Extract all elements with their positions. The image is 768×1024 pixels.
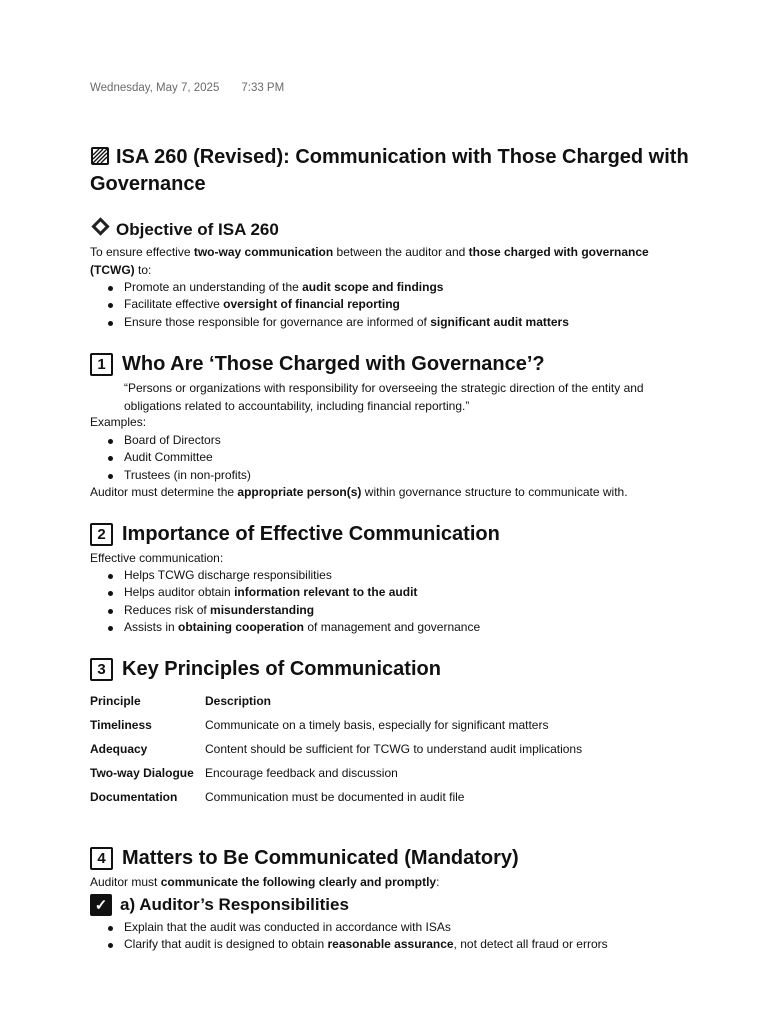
principles-table [90,689,582,809]
text-run-bold: two-way communication [193,245,334,259]
section-1-heading [90,353,545,376]
list-item: Audit Committee [124,449,724,466]
section-4-intro [90,874,690,892]
text-run: Helps TCWG discharge responsibilities [124,568,332,582]
text-run-bold: oversight of financial reporting [223,297,400,312]
description-cell: Content should be sufficient for TCWG to understand audit implications [205,742,583,756]
section-3-heading-text: Key Principles of Communication [122,658,441,680]
text-run: , not detect all fraud or errors [453,937,608,952]
column-header-description: Description [205,694,272,708]
responsibilities-list [90,919,724,954]
text-run-bold: appropriate person(s) [237,485,362,499]
page-title [90,144,690,198]
text-run-bold: information relevant to the audit [234,585,418,600]
list-item [124,919,724,936]
text-run: Assists in [124,619,179,634]
text-run-bold: those charged with governance (TCWG) [90,245,649,277]
keycap-1-icon: 1 [90,353,113,376]
notebook-icon [90,146,110,166]
section-1-note [90,484,690,502]
note-time: 7:33 PM [241,82,285,94]
text-run: Promote an understanding of the [124,280,303,294]
text-run: to: [134,262,152,277]
list-item [124,936,724,953]
note-date: Wednesday, May 7, 2025 [90,82,220,94]
text-run: Auditor must determine the [90,485,238,499]
subsection-a-heading [90,894,349,916]
text-run: Auditor must [90,875,161,889]
principle-cell: Two-way Dialogue [90,766,194,780]
examples-label: Examples: [90,415,147,429]
table-row [90,761,582,785]
list-item [124,314,724,331]
tcwg-definition-quote: “Persons or organizations with responsibility for overseeing the strategic direction of the entity and obligations related to accountability, including financial reporting.” [124,381,644,413]
text-run: between the auditor and [333,245,469,259]
description-cell: Communication must be documented in audit file [205,790,465,804]
principle-cell: Documentation [90,790,178,804]
section-2-heading-text: Importance of Effective Communication [122,523,500,545]
section-3-heading [90,658,441,681]
table-header-row [90,689,582,713]
section-1-heading-text: Who Are ‘Those Charged with Governance’? [122,353,545,375]
text-run: Facilitate effective [124,297,224,312]
examples-list [90,432,724,484]
objective-list [90,279,724,331]
section-2-intro: Effective communication: [90,551,224,565]
list-item: Trustees (in non-profits) [124,467,724,484]
text-run-bold: significant audit matters [430,314,569,329]
section-4-heading-text: Matters to Be Communicated (Mandatory) [122,847,519,869]
page-title-text: ISA 260 (Revised): Communication with Those Charged with Governance [90,146,689,195]
text-run-bold: obtaining cooperation [178,619,305,634]
objective-intro [90,244,690,279]
objective-heading [90,220,279,240]
diamond-icon [91,217,109,235]
text-run-bold: misunderstanding [210,602,315,617]
description-cell: Encourage feedback and discussion [205,766,398,780]
objective-heading-text: Objective of ISA 260 [116,220,279,239]
keycap-2-icon: 2 [90,523,113,546]
text-run: To ensure effective [90,245,194,259]
text-run-bold: communicate the following clearly and promptly [160,875,437,889]
list-item [124,584,724,601]
keycap-4-icon: 4 [90,847,113,870]
principle-cell: Adequacy [90,742,148,756]
list-item [124,296,724,313]
check-mark-icon: ✓ [90,894,112,916]
text-run: Ensure those responsible for governance are informed of [124,314,431,329]
description-cell: Communicate on a timely basis, especially for significant matters [205,718,549,732]
table-row [90,785,582,809]
list-item [124,619,724,636]
table-row [90,737,582,761]
text-run-bold: audit scope and findings [302,280,444,294]
text-run-bold: reasonable assurance [327,937,454,952]
note-timestamp [90,82,284,94]
principle-cell: Timeliness [90,718,152,732]
importance-list [90,567,724,636]
section-4-heading [90,847,519,870]
text-run: Clarify that audit is designed to obtain [124,937,328,952]
text-run: Explain that the audit was conducted in accordance with ISAs [124,920,451,934]
keycap-3-icon: 3 [90,658,113,681]
list-item [124,602,724,619]
text-run: of management and governance [304,619,481,634]
table-row [90,713,582,737]
column-header-principle: Principle [90,694,141,708]
text-run: Helps auditor obtain [124,585,235,600]
text-run: Reduces risk of [124,602,211,617]
list-item [124,279,724,296]
text-run: : [436,875,440,889]
subsection-a-heading-text: a) Auditor’s Responsibilities [120,895,349,914]
text-run: within governance structure to communicate with. [361,485,628,499]
list-item: Board of Directors [124,432,724,449]
section-2-heading [90,523,500,546]
list-item [124,567,724,584]
